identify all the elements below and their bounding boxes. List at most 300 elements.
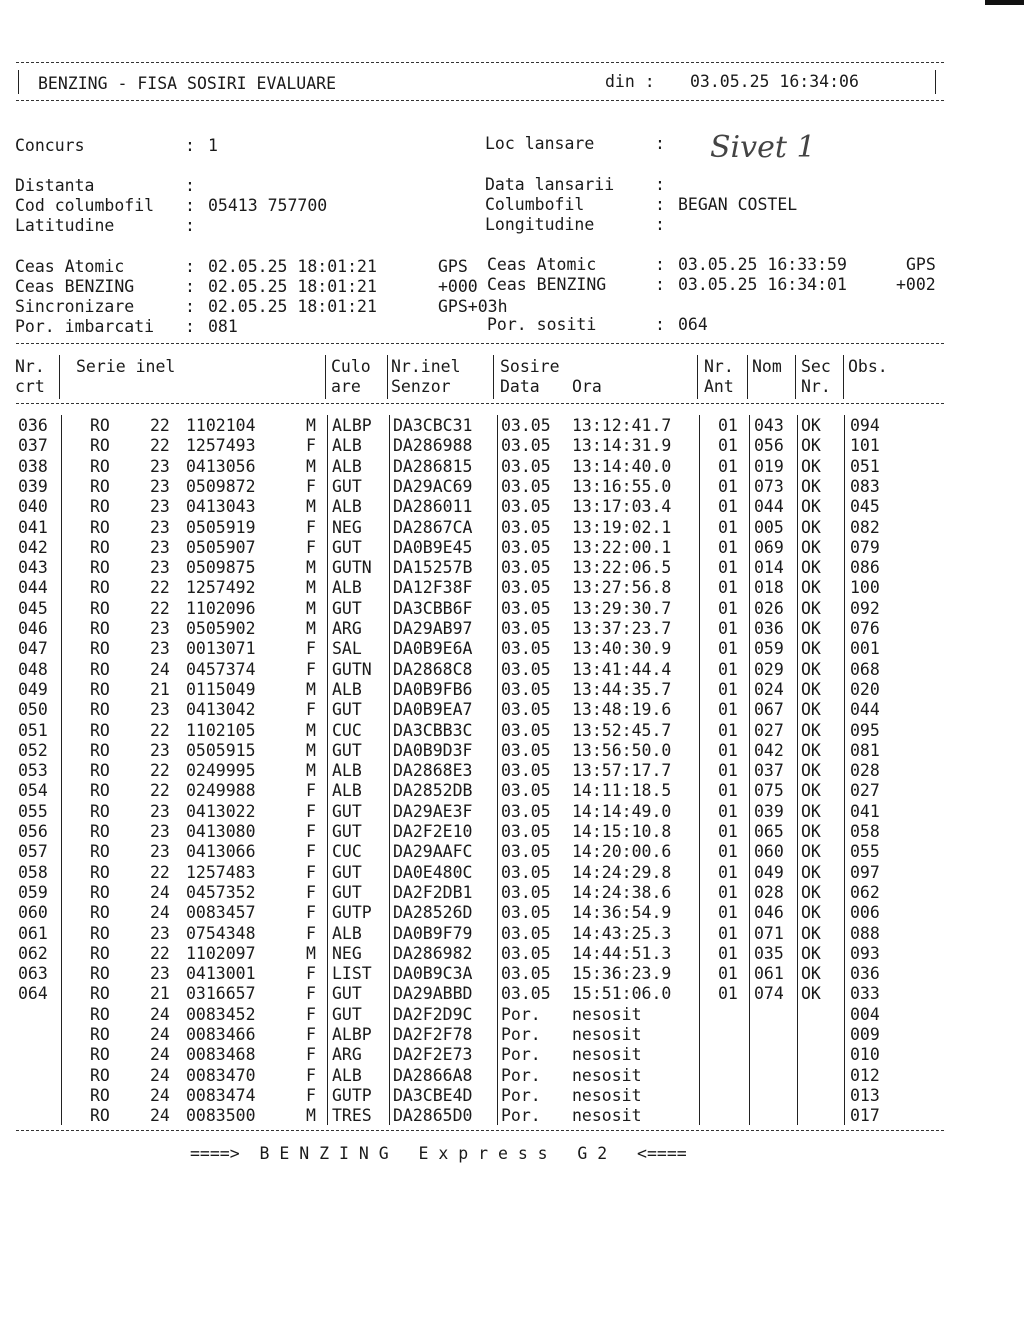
column-separator xyxy=(844,415,845,1125)
cell-sec: OK xyxy=(801,822,821,841)
cell-ora: 14:24:38.6 xyxy=(572,883,672,902)
cell-nr-ant: 01 xyxy=(718,721,738,740)
cell-senzor: DA15257B xyxy=(393,558,473,577)
cell-nr: 064 xyxy=(18,984,48,1003)
cell-nr: 046 xyxy=(18,619,48,638)
cell-ora: 13:56:50.0 xyxy=(572,741,672,760)
column-separator xyxy=(699,415,700,1125)
cell-nr: 052 xyxy=(18,741,48,760)
cell-data: 03.05 xyxy=(501,842,551,861)
cell-obs: 051 xyxy=(850,457,880,476)
cell-senzor: DA0B9C3A xyxy=(393,964,473,983)
cell-senzor: DA2868C8 xyxy=(393,660,473,679)
cell-obs: 055 xyxy=(850,842,880,861)
colon: : xyxy=(655,275,665,294)
cell-senzor: DA0B9E45 xyxy=(393,538,473,557)
latitudine-label: Latitudine xyxy=(15,216,115,235)
cell-obs: 010 xyxy=(850,1045,880,1064)
por-imbarcati-value: 081 xyxy=(208,317,238,336)
cell-an: 22 xyxy=(150,721,170,740)
cell-obs: 001 xyxy=(850,639,880,658)
cell-nr: 061 xyxy=(18,924,48,943)
cell-an: 24 xyxy=(150,1005,170,1024)
cell-data: 03.05 xyxy=(501,578,551,597)
cell-culoare: NEG xyxy=(332,518,362,537)
cell-culoare: ALB xyxy=(332,781,362,800)
cell-an: 23 xyxy=(150,802,170,821)
cell-inel: 0505902 xyxy=(186,619,256,638)
cell-inel: 1257483 xyxy=(186,863,256,882)
cell-ora: 13:44:35.7 xyxy=(572,680,672,699)
cell-data: 03.05 xyxy=(501,863,551,882)
cell-tara: RO xyxy=(90,639,110,658)
cell-an: 23 xyxy=(150,457,170,476)
cell-sec: OK xyxy=(801,558,821,577)
cell-senzor: DA2866A8 xyxy=(393,1066,473,1085)
cell-an: 23 xyxy=(150,964,170,983)
column-separator xyxy=(389,415,390,1125)
cell-tara: RO xyxy=(90,497,110,516)
cell-inel: 0083500 xyxy=(186,1106,256,1125)
cell-nr-ant: 01 xyxy=(718,477,738,496)
cell-sec: OK xyxy=(801,781,821,800)
cell-tara: RO xyxy=(90,518,110,537)
cell-ora: 15:51:06.0 xyxy=(572,984,672,1003)
ceas-atomic-end: 03.05.25 16:33:59 xyxy=(678,255,847,274)
cell-nr-ant: 01 xyxy=(718,660,738,679)
cell-sex: F xyxy=(306,903,316,922)
cell-sec: OK xyxy=(801,842,821,861)
cell-ora: 14:36:54.9 xyxy=(572,903,672,922)
cell-sex: F xyxy=(306,863,316,882)
cell-obs: 028 xyxy=(850,761,880,780)
cell-obs: 101 xyxy=(850,436,880,455)
cell-obs: 045 xyxy=(850,497,880,516)
cell-tara: RO xyxy=(90,883,110,902)
cell-sex: M xyxy=(306,761,316,780)
cell-tara: RO xyxy=(90,964,110,983)
cell-sec: OK xyxy=(801,883,821,902)
cell-nr-ant: 01 xyxy=(718,436,738,455)
cell-ora: nesosit xyxy=(572,1086,642,1105)
colon: : xyxy=(185,297,195,316)
cell-senzor: DA2868E3 xyxy=(393,761,473,780)
cell-inel: 0505919 xyxy=(186,518,256,537)
cell-senzor: DA29AE3F xyxy=(393,802,473,821)
cell-nom: 046 xyxy=(754,903,784,922)
cell-inel: 0413056 xyxy=(186,457,256,476)
ceas-benzing-label: Ceas BENZING xyxy=(15,277,135,296)
cell-nom: 018 xyxy=(754,578,784,597)
loc-lansare-handwritten: Sivet 1 xyxy=(710,130,816,165)
cell-data: Por. xyxy=(501,1025,541,1044)
title-bottom-rule xyxy=(16,100,944,101)
cell-senzor: DA29AAFC xyxy=(393,842,473,861)
col-obs: Obs. xyxy=(848,357,888,376)
cell-an: 22 xyxy=(150,761,170,780)
cell-nr: 054 xyxy=(18,781,48,800)
cell-obs: 095 xyxy=(850,721,880,740)
cell-data: 03.05 xyxy=(501,700,551,719)
cell-nr: 044 xyxy=(18,578,48,597)
cell-senzor: DA2865D0 xyxy=(393,1106,473,1125)
cell-obs: 088 xyxy=(850,924,880,943)
cell-nr-ant: 01 xyxy=(718,700,738,719)
col-serie-inel: Serie inel xyxy=(76,357,176,376)
col-nr-1: Nr. xyxy=(15,357,45,376)
cell-nr-ant: 01 xyxy=(718,964,738,983)
cell-culoare: SAL xyxy=(332,639,362,658)
cell-inel: 0457374 xyxy=(186,660,256,679)
cell-sex: F xyxy=(306,1025,316,1044)
cell-tara: RO xyxy=(90,436,110,455)
cell-data: Por. xyxy=(501,1066,541,1085)
cell-data: Por. xyxy=(501,1106,541,1125)
cell-tara: RO xyxy=(90,721,110,740)
col-culoare-2: are xyxy=(331,377,361,396)
cell-senzor: DA0B9D3F xyxy=(393,741,473,760)
cell-senzor: DA286011 xyxy=(393,497,473,516)
cell-obs: 058 xyxy=(850,822,880,841)
colon: : xyxy=(655,215,665,234)
cell-senzor: DA29AB97 xyxy=(393,619,473,638)
cell-nr-ant: 01 xyxy=(718,538,738,557)
colon: : xyxy=(655,134,665,153)
cell-senzor: DA286988 xyxy=(393,436,473,455)
ceas-benzing-start: 02.05.25 18:01:21 xyxy=(208,277,377,296)
cell-an: 23 xyxy=(150,497,170,516)
cell-obs: 009 xyxy=(850,1025,880,1044)
cell-senzor: DA0B9E6A xyxy=(393,639,473,658)
cell-obs: 033 xyxy=(850,984,880,1003)
cell-sec: OK xyxy=(801,700,821,719)
colon: : xyxy=(185,277,195,296)
cell-sex: F xyxy=(306,477,316,496)
cell-sex: F xyxy=(306,924,316,943)
cell-culoare: LIST xyxy=(332,964,372,983)
cell-sex: M xyxy=(306,944,316,963)
cell-an: 24 xyxy=(150,1025,170,1044)
cell-tara: RO xyxy=(90,944,110,963)
cell-tara: RO xyxy=(90,802,110,821)
cell-data: 03.05 xyxy=(501,802,551,821)
cell-ora: 13:14:40.0 xyxy=(572,457,672,476)
cell-senzor: DA29AC69 xyxy=(393,477,473,496)
cell-nr-ant: 01 xyxy=(718,741,738,760)
cell-nr: 058 xyxy=(18,863,48,882)
colon: : xyxy=(185,257,195,276)
cell-sex: F xyxy=(306,1005,316,1024)
cell-inel: 0083466 xyxy=(186,1025,256,1044)
cell-culoare: GUTP xyxy=(332,1086,372,1105)
cell-obs: 068 xyxy=(850,660,880,679)
cell-nr-ant: 01 xyxy=(718,863,738,882)
cell-sec: OK xyxy=(801,964,821,983)
cell-ora: nesosit xyxy=(572,1045,642,1064)
cell-ora: 13:37:23.7 xyxy=(572,619,672,638)
cell-nom: 028 xyxy=(754,883,784,902)
ceas-atomic-label-right: Ceas Atomic xyxy=(487,255,597,274)
cell-sex: F xyxy=(306,1045,316,1064)
cell-nr: 048 xyxy=(18,660,48,679)
cell-data: 03.05 xyxy=(501,741,551,760)
cell-senzor: DA2F2D9C xyxy=(393,1005,473,1024)
col-nom: Nom xyxy=(752,357,782,376)
data-lansarii-label: Data lansarii xyxy=(485,175,615,194)
cell-ora: 13:29:30.7 xyxy=(572,599,672,618)
cell-nr-ant: 01 xyxy=(718,802,738,821)
col-sosire-ora: Ora xyxy=(572,377,602,396)
cell-senzor: DA0E480C xyxy=(393,863,473,882)
cell-obs: 097 xyxy=(850,863,880,882)
cell-nr: 043 xyxy=(18,558,48,577)
cell-data: 03.05 xyxy=(501,761,551,780)
cell-tara: RO xyxy=(90,1005,110,1024)
cell-an: 24 xyxy=(150,903,170,922)
cell-inel: 0509875 xyxy=(186,558,256,577)
cell-senzor: DA3CBB6F xyxy=(393,599,473,618)
cell-nr: 041 xyxy=(18,518,48,537)
cell-data: 03.05 xyxy=(501,944,551,963)
cell-data: 03.05 xyxy=(501,518,551,537)
cell-culoare: ARG xyxy=(332,619,362,638)
cell-sec: OK xyxy=(801,984,821,1003)
column-separator xyxy=(61,415,62,1125)
col-sec-2: Nr. xyxy=(801,377,831,396)
por-sositi-value: 064 xyxy=(678,315,708,334)
longitudine-label: Longitudine xyxy=(485,215,595,234)
cell-obs: 079 xyxy=(850,538,880,557)
cell-data: 03.05 xyxy=(501,984,551,1003)
cell-obs: 012 xyxy=(850,1066,880,1085)
cell-inel: 0249988 xyxy=(186,781,256,800)
cell-data: 03.05 xyxy=(501,558,551,577)
cell-data: 03.05 xyxy=(501,538,551,557)
cell-an: 23 xyxy=(150,700,170,719)
cell-inel: 0083470 xyxy=(186,1066,256,1085)
cell-inel: 0509872 xyxy=(186,477,256,496)
cell-obs: 036 xyxy=(850,964,880,983)
cell-an: 22 xyxy=(150,944,170,963)
cell-inel: 0083468 xyxy=(186,1045,256,1064)
cell-senzor: DA3CBC31 xyxy=(393,416,473,435)
cell-obs: 020 xyxy=(850,680,880,699)
cell-sex: F xyxy=(306,436,316,455)
cell-sex: M xyxy=(306,578,316,597)
cell-tara: RO xyxy=(90,578,110,597)
cell-tara: RO xyxy=(90,842,110,861)
cell-an: 24 xyxy=(150,1106,170,1125)
cell-nr-ant: 01 xyxy=(718,781,738,800)
cell-senzor: DA2F2E10 xyxy=(393,822,473,841)
cell-sec: OK xyxy=(801,660,821,679)
cell-culoare: CUC xyxy=(332,721,362,740)
cell-data: 03.05 xyxy=(501,680,551,699)
cell-an: 23 xyxy=(150,842,170,861)
cell-an: 22 xyxy=(150,436,170,455)
concurs-value: 1 xyxy=(208,136,218,155)
cell-sec: OK xyxy=(801,761,821,780)
cell-ora: 14:15:10.8 xyxy=(572,822,672,841)
cell-ora: 13:22:06.5 xyxy=(572,558,672,577)
cell-an: 23 xyxy=(150,741,170,760)
cell-sec: OK xyxy=(801,599,821,618)
column-separator xyxy=(749,415,750,1125)
cell-ora: nesosit xyxy=(572,1025,642,1044)
cell-nr: 049 xyxy=(18,680,48,699)
cell-ora: 13:16:55.0 xyxy=(572,477,672,496)
cell-obs: 006 xyxy=(850,903,880,922)
cell-an: 23 xyxy=(150,538,170,557)
cell-sex: M xyxy=(306,599,316,618)
cell-inel: 0413066 xyxy=(186,842,256,861)
cell-culoare: ALB xyxy=(332,680,362,699)
cell-nr: 059 xyxy=(18,883,48,902)
cell-nom: 071 xyxy=(754,924,784,943)
cell-senzor: DA12F38F xyxy=(393,578,473,597)
cell-obs: 027 xyxy=(850,781,880,800)
cell-nr: 038 xyxy=(18,457,48,476)
cell-tara: RO xyxy=(90,1066,110,1085)
cell-nom: 036 xyxy=(754,619,784,638)
column-separator xyxy=(327,415,328,1125)
cell-culoare: GUT xyxy=(332,883,362,902)
cell-culoare: ALBP xyxy=(332,416,372,435)
cell-sex: F xyxy=(306,781,316,800)
cell-nom: 073 xyxy=(754,477,784,496)
cell-data: 03.05 xyxy=(501,436,551,455)
cell-sec: OK xyxy=(801,741,821,760)
cell-data: 03.05 xyxy=(501,822,551,841)
cell-culoare: GUT xyxy=(332,822,362,841)
cell-nr-ant: 01 xyxy=(718,944,738,963)
cell-data: Por. xyxy=(501,1005,541,1024)
cell-nr: 057 xyxy=(18,842,48,861)
column-separator xyxy=(497,415,498,1125)
cell-inel: 1102105 xyxy=(186,721,256,740)
cell-sex: M xyxy=(306,721,316,740)
cell-tara: RO xyxy=(90,660,110,679)
cell-nr-ant: 01 xyxy=(718,518,738,537)
cell-nom: 027 xyxy=(754,721,784,740)
cell-obs: 062 xyxy=(850,883,880,902)
header-separator xyxy=(843,355,844,399)
colon: : xyxy=(655,315,665,334)
cell-nr-ant: 01 xyxy=(718,903,738,922)
cell-an: 22 xyxy=(150,781,170,800)
cell-culoare: GUT xyxy=(332,802,362,821)
cell-nr-ant: 01 xyxy=(718,639,738,658)
cell-tara: RO xyxy=(90,680,110,699)
cell-sec: OK xyxy=(801,639,821,658)
cell-nom: 074 xyxy=(754,984,784,1003)
cell-obs: 082 xyxy=(850,518,880,537)
cell-senzor: DA3CBB3C xyxy=(393,721,473,740)
cell-tara: RO xyxy=(90,416,110,435)
cell-an: 21 xyxy=(150,680,170,699)
cell-culoare: CUC xyxy=(332,842,362,861)
cell-nr: 056 xyxy=(18,822,48,841)
col-nrant-2: Ant xyxy=(704,377,734,396)
cell-obs: 092 xyxy=(850,599,880,618)
cell-culoare: ALB xyxy=(332,436,362,455)
cell-an: 22 xyxy=(150,578,170,597)
cell-nom: 069 xyxy=(754,538,784,557)
colon: : xyxy=(185,317,195,336)
cell-an: 21 xyxy=(150,984,170,1003)
cell-nr-ant: 01 xyxy=(718,558,738,577)
cell-an: 22 xyxy=(150,416,170,435)
table-bottom-rule xyxy=(16,1130,944,1131)
cell-sec: OK xyxy=(801,497,821,516)
col-nrant-1: Nr. xyxy=(704,357,734,376)
colon: : xyxy=(185,136,195,155)
ceas-atomic-end-source: GPS xyxy=(906,255,936,274)
cell-tara: RO xyxy=(90,558,110,577)
cell-senzor: DA29ABBD xyxy=(393,984,473,1003)
cell-ora: 13:22:00.1 xyxy=(572,538,672,557)
cell-data: Por. xyxy=(501,1086,541,1105)
cell-data: 03.05 xyxy=(501,660,551,679)
cell-ora: 13:19:02.1 xyxy=(572,518,672,537)
cell-data: 03.05 xyxy=(501,781,551,800)
sincronizare-value: 02.05.25 18:01:21 xyxy=(208,297,377,316)
cell-nr: 045 xyxy=(18,599,48,618)
cell-an: 24 xyxy=(150,883,170,902)
cell-tara: RO xyxy=(90,1045,110,1064)
cell-ora: 14:43:25.3 xyxy=(572,924,672,943)
cell-data: 03.05 xyxy=(501,924,551,943)
cell-culoare: GUT xyxy=(332,538,362,557)
cell-culoare: ALB xyxy=(332,1066,362,1085)
cell-culoare: TRES xyxy=(332,1106,372,1125)
cell-nom: 044 xyxy=(754,497,784,516)
cell-nr-ant: 01 xyxy=(718,761,738,780)
cell-nr: 051 xyxy=(18,721,48,740)
cell-an: 22 xyxy=(150,599,170,618)
din-label: din : xyxy=(605,72,655,91)
cell-senzor: DA2852DB xyxy=(393,781,473,800)
cell-an: 23 xyxy=(150,619,170,638)
cell-sec: OK xyxy=(801,721,821,740)
cell-obs: 076 xyxy=(850,619,880,638)
cell-an: 23 xyxy=(150,639,170,658)
cell-senzor: DA2F2DB1 xyxy=(393,883,473,902)
cell-ora: nesosit xyxy=(572,1106,642,1125)
col-nr-2: crt xyxy=(15,377,45,396)
cell-inel: 0083457 xyxy=(186,903,256,922)
colon: : xyxy=(185,176,195,195)
cell-nr-ant: 01 xyxy=(718,984,738,1003)
cell-nom: 019 xyxy=(754,457,784,476)
cell-inel: 0413022 xyxy=(186,802,256,821)
cell-nr: 053 xyxy=(18,761,48,780)
cell-culoare: GUTP xyxy=(332,903,372,922)
cell-culoare: GUT xyxy=(332,477,362,496)
cell-sec: OK xyxy=(801,680,821,699)
scan-edge-mark xyxy=(985,0,1024,5)
cell-data: 03.05 xyxy=(501,416,551,435)
cell-nr: 040 xyxy=(18,497,48,516)
cell-obs: 017 xyxy=(850,1106,880,1125)
cell-inel: 0457352 xyxy=(186,883,256,902)
cell-inel: 0249995 xyxy=(186,761,256,780)
cell-ora: 13:12:41.7 xyxy=(572,416,672,435)
cell-nom: 060 xyxy=(754,842,784,861)
cell-nr: 062 xyxy=(18,944,48,963)
cod-columbofil-value: 05413 757700 xyxy=(208,196,328,215)
cell-an: 23 xyxy=(150,518,170,537)
